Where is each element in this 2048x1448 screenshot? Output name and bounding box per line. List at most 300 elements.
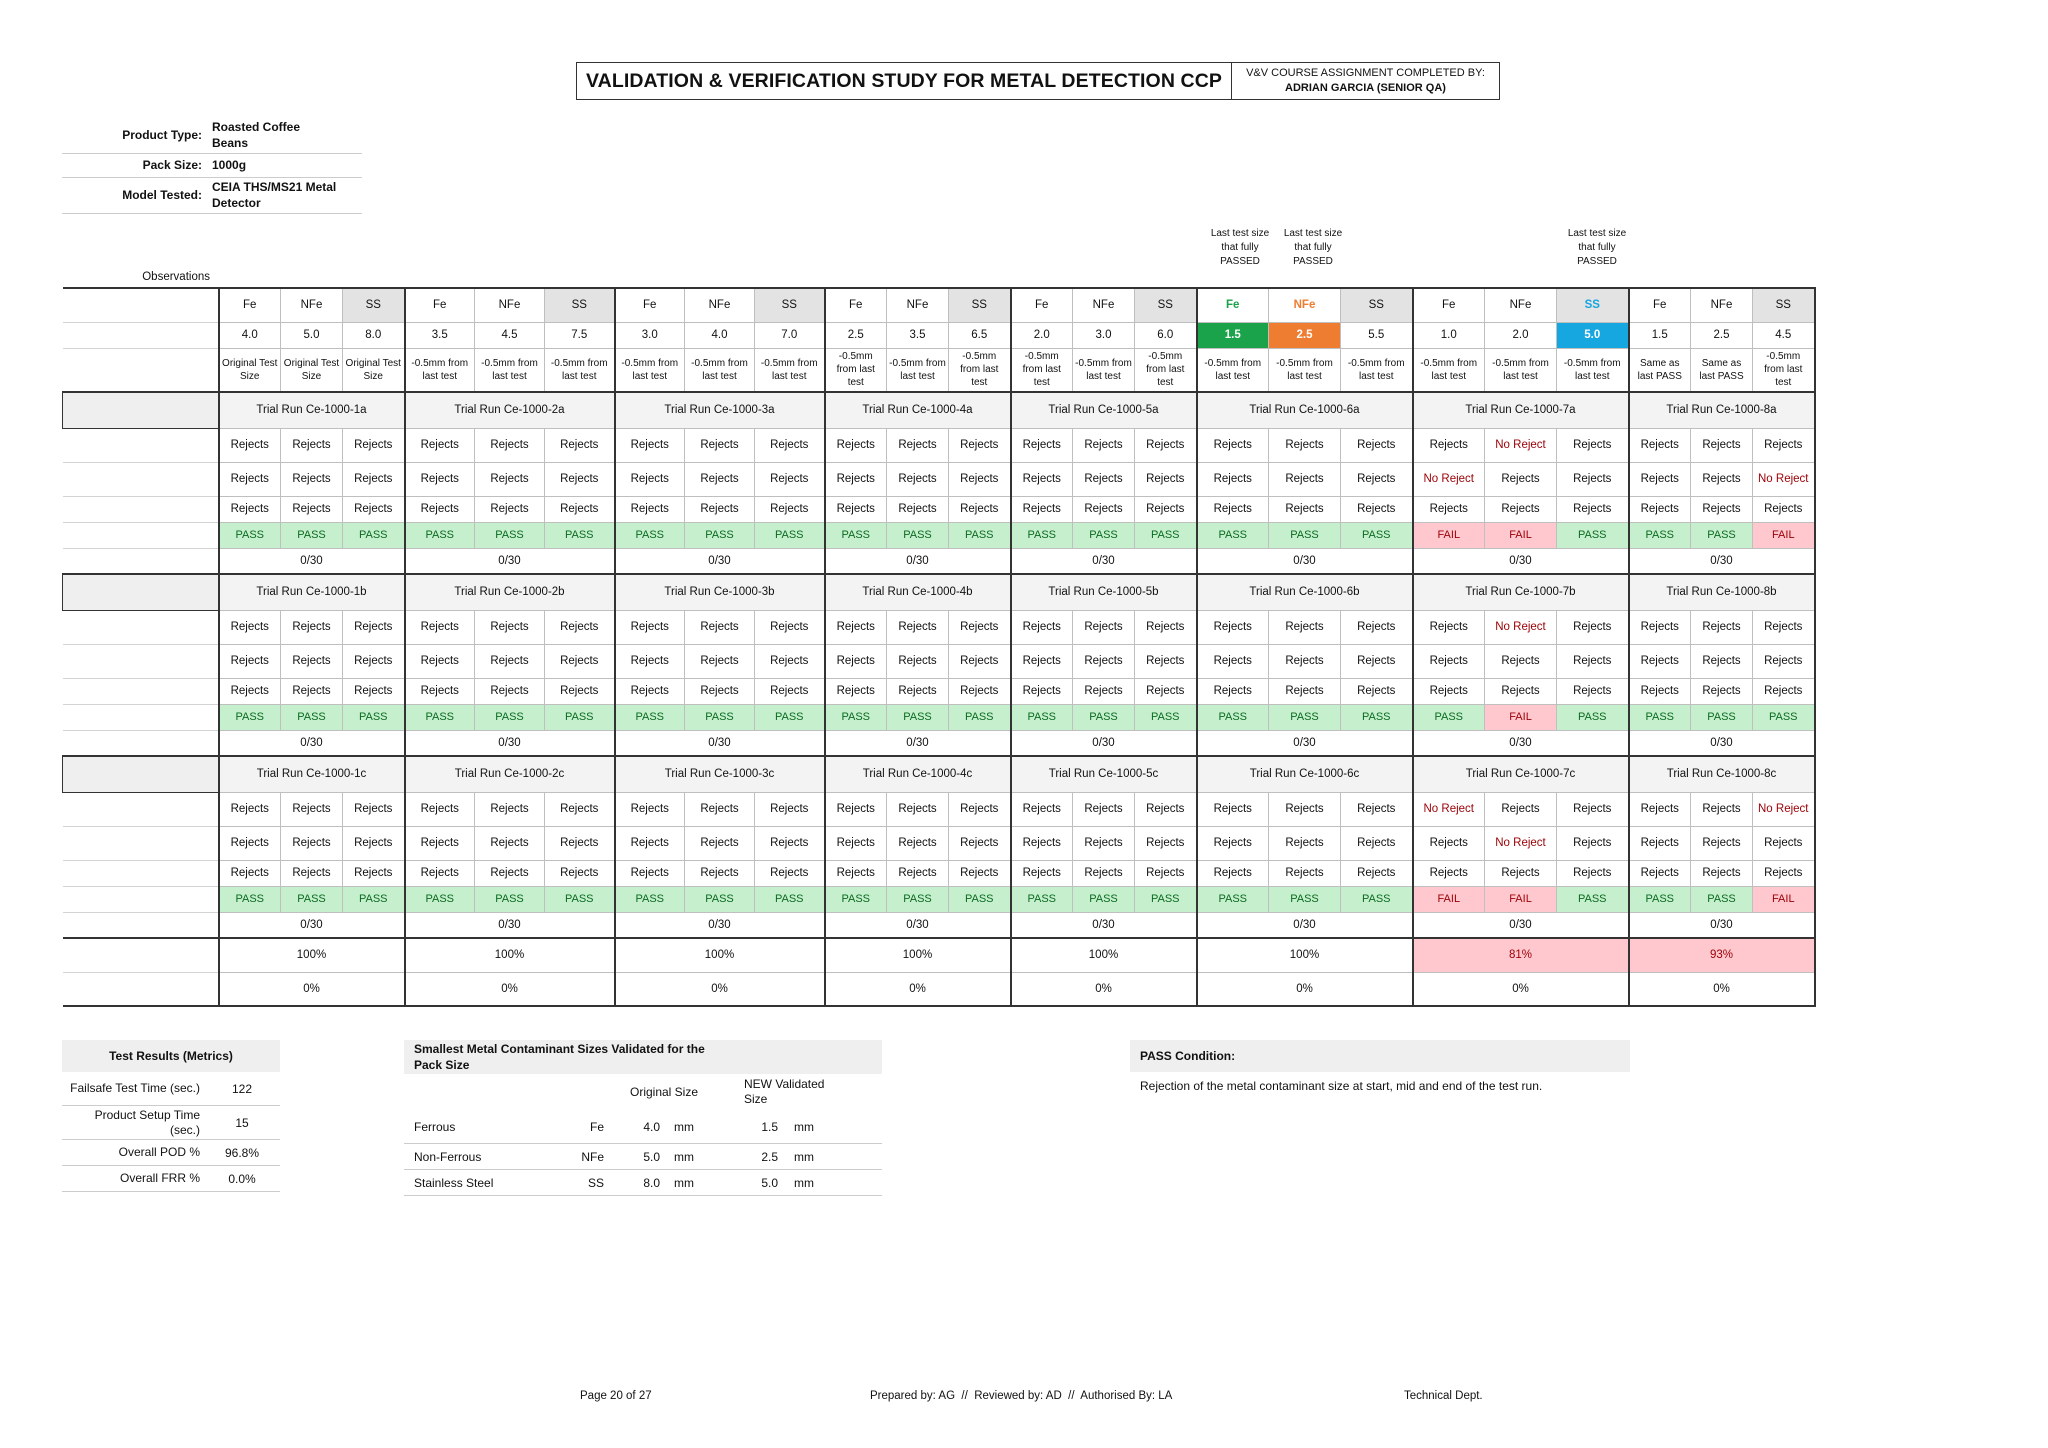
validation-sequence-cell: -0.5mm from last test <box>685 348 755 392</box>
row-label-overall <box>63 704 219 730</box>
contaminant-code: SS <box>587 1175 604 1190</box>
test-result-cell: Rejects <box>1691 826 1753 860</box>
model-row <box>62 177 362 214</box>
contaminant-size-cell: 1.0 <box>1413 322 1485 348</box>
trial-run-name: Trial Run Ce-1000-4c <box>825 756 1011 792</box>
test-result-cell: Rejects <box>949 610 1011 644</box>
signoff-line: Prepared by: AG // Reviewed by: AD // Authorised By: LA <box>870 1390 1173 1402</box>
test-result-cell: Rejects <box>1269 826 1341 860</box>
trial-run-name: Trial Run Ce-1000-6a <box>1197 392 1413 428</box>
metric-row <box>62 1166 280 1192</box>
row-label-type <box>63 288 219 322</box>
test-result-cell: No Reject <box>1753 792 1815 826</box>
test-result-cell: Rejects <box>1073 826 1135 860</box>
contaminant-size-cell: 3.0 <box>1073 322 1135 348</box>
test-result-cell: Rejects <box>1629 792 1691 826</box>
contaminant-type-cell: SS <box>1557 288 1629 322</box>
overall-result-cell: PASS <box>1629 522 1691 548</box>
test-result-cell: Rejects <box>1341 428 1413 462</box>
contaminant-type-cell: Fe <box>1011 288 1073 322</box>
title-box <box>576 62 1500 100</box>
test-result-cell: Rejects <box>685 792 755 826</box>
test-result-cell: Rejects <box>1135 610 1197 644</box>
test-result-cell: Rejects <box>1557 462 1629 496</box>
contaminant-type-cell: NFe <box>1269 288 1341 322</box>
trial-run-name: Trial Run Ce-1000-1c <box>219 756 405 792</box>
smallest-sizes-colheads <box>404 1074 882 1110</box>
overall-result-cell: PASS <box>1011 704 1073 730</box>
test-result-cell: Rejects <box>755 428 825 462</box>
overall-result-cell: PASS <box>545 704 615 730</box>
test-result-cell: Rejects <box>545 644 615 678</box>
test-result-cell: Rejects <box>1269 644 1341 678</box>
test-result-cell: Rejects <box>1753 644 1815 678</box>
test-result-cell: Rejects <box>343 678 405 704</box>
test-result-cell: Rejects <box>887 678 949 704</box>
overall-result-cell: PASS <box>1557 522 1629 548</box>
pod-percent-cell: 81% <box>1413 938 1629 972</box>
false-rejects-cell: 0/30 <box>825 548 1011 574</box>
contaminant-size-cell: 8.0 <box>343 322 405 348</box>
test-result-cell: Rejects <box>1073 610 1135 644</box>
overall-result-cell: PASS <box>887 704 949 730</box>
overall-result-cell: PASS <box>219 704 281 730</box>
false-rejects-cell: 0/30 <box>825 912 1011 938</box>
test-result-cell: Rejects <box>755 462 825 496</box>
overall-result-cell: PASS <box>1753 704 1815 730</box>
row-label-frr <box>63 972 219 1006</box>
row-label-overall <box>63 522 219 548</box>
test-result-cell: Rejects <box>1691 428 1753 462</box>
test-result-cell: Rejects <box>281 860 343 886</box>
test-result-cell: Rejects <box>1557 678 1629 704</box>
test-result-cell: Rejects <box>1341 826 1413 860</box>
overall-result-cell: PASS <box>825 886 887 912</box>
test-result-cell: Rejects <box>685 644 755 678</box>
test-result-cell: Rejects <box>343 792 405 826</box>
test-result-cell: Rejects <box>615 610 685 644</box>
test-result-cell: Rejects <box>475 428 545 462</box>
test-result-cell: Rejects <box>1485 860 1557 886</box>
validation-sequence-cell: -0.5mm from last test <box>1485 348 1557 392</box>
overall-result-cell: PASS <box>281 522 343 548</box>
test-result-cell: Rejects <box>405 644 475 678</box>
test-result-cell: Rejects <box>1011 462 1073 496</box>
pass-condition-header: PASS Condition: <box>1130 1040 1630 1072</box>
test-result-cell: No Reject <box>1485 826 1557 860</box>
contaminant-size-cell: 4.5 <box>475 322 545 348</box>
test-result-cell: Rejects <box>405 610 475 644</box>
row-label-run3 <box>63 756 219 792</box>
contaminant-size-cell: 4.0 <box>685 322 755 348</box>
test-result-cell: Rejects <box>343 496 405 522</box>
test-result-cell: Rejects <box>545 792 615 826</box>
test-result-cell: Rejects <box>887 860 949 886</box>
overall-result-cell: PASS <box>405 522 475 548</box>
overall-result-cell: PASS <box>949 522 1011 548</box>
test-result-cell: Rejects <box>1341 644 1413 678</box>
overall-result-cell: PASS <box>405 704 475 730</box>
false-rejects-cell: 0/30 <box>1413 730 1629 756</box>
contaminant-name: Ferrous <box>414 1119 456 1134</box>
test-result-cell: Rejects <box>1073 678 1135 704</box>
test-result-cell: Rejects <box>1011 860 1073 886</box>
test-result-cell: Rejects <box>1197 792 1269 826</box>
test-result-cell: Rejects <box>1341 678 1413 704</box>
overall-result-cell: FAIL <box>1485 522 1557 548</box>
test-result-cell: Rejects <box>825 826 887 860</box>
test-result-cell: Rejects <box>685 428 755 462</box>
test-result-cell: Rejects <box>475 792 545 826</box>
validation-sequence-cell: -0.5mm from last test <box>1341 348 1413 392</box>
pod-percent-cell: 100% <box>219 938 405 972</box>
overall-result-cell: PASS <box>755 886 825 912</box>
test-result-cell: Rejects <box>685 610 755 644</box>
false-rejects-cell: 0/30 <box>615 912 825 938</box>
test-result-cell: Rejects <box>1691 644 1753 678</box>
trial-run-name: Trial Run Ce-1000-3a <box>615 392 825 428</box>
false-rejects-cell: 0/30 <box>1197 548 1413 574</box>
test-result-cell: Rejects <box>615 792 685 826</box>
test-result-cell: Rejects <box>949 462 1011 496</box>
overall-result-cell: PASS <box>1341 704 1413 730</box>
last-passed-note-fe: Last test size that fully PASSED <box>1210 228 1270 267</box>
last-passed-note-ss: Last test size that fully PASSED <box>1567 228 1627 267</box>
test-result-cell: Rejects <box>1413 826 1485 860</box>
validation-sequence-cell: -0.5mm from last test <box>1557 348 1629 392</box>
test-result-cell: Rejects <box>1485 496 1557 522</box>
validation-sequence-cell: -0.5mm from last test <box>1011 348 1073 392</box>
frr-percent-cell: 0% <box>825 972 1011 1006</box>
new-size-value: 5.0 <box>761 1175 778 1190</box>
observations-label: Observations <box>142 271 210 283</box>
test-result-cell: Rejects <box>545 678 615 704</box>
overall-result-cell: PASS <box>685 886 755 912</box>
test-result-cell: Rejects <box>1691 860 1753 886</box>
test-result-cell: Rejects <box>1413 428 1485 462</box>
test-result-cell: Rejects <box>1691 792 1753 826</box>
new-size-value: 1.5 <box>761 1119 778 1134</box>
test-result-cell: Rejects <box>887 428 949 462</box>
contaminant-type-cell: SS <box>949 288 1011 322</box>
test-result-cell: Rejects <box>949 428 1011 462</box>
test-result-cell: Rejects <box>1557 860 1629 886</box>
overall-result-cell: PASS <box>1135 522 1197 548</box>
test-result-cell: Rejects <box>1135 644 1197 678</box>
trial-run-name: Trial Run Ce-1000-5a <box>1011 392 1197 428</box>
test-result-cell: Rejects <box>1341 462 1413 496</box>
test-result-cell: Rejects <box>1413 644 1485 678</box>
row-label-end <box>63 860 219 886</box>
test-result-cell: Rejects <box>545 428 615 462</box>
row-label-start <box>63 792 219 826</box>
trial-run-name: Trial Run Ce-1000-3b <box>615 574 825 610</box>
row-label-start <box>63 610 219 644</box>
contaminant-size-cell: 2.5 <box>825 322 887 348</box>
contaminant-type-cell: NFe <box>887 288 949 322</box>
metric-row <box>62 1140 280 1166</box>
validation-sequence-cell: -0.5mm from last test <box>475 348 545 392</box>
overall-result-cell: PASS <box>219 886 281 912</box>
test-result-cell: Rejects <box>1011 496 1073 522</box>
test-result-cell: Rejects <box>825 610 887 644</box>
test-result-cell: Rejects <box>755 678 825 704</box>
test-result-cell: Rejects <box>219 496 281 522</box>
false-rejects-cell: 0/30 <box>615 548 825 574</box>
trial-run-name: Trial Run Ce-1000-4a <box>825 392 1011 428</box>
validation-sequence-cell: -0.5mm from last test <box>1197 348 1269 392</box>
overall-result-cell: PASS <box>887 886 949 912</box>
overall-result-cell: PASS <box>1011 522 1073 548</box>
false-rejects-cell: 0/30 <box>219 730 405 756</box>
overall-result-cell: FAIL <box>1485 886 1557 912</box>
test-result-cell: Rejects <box>1753 860 1815 886</box>
overall-result-cell: PASS <box>949 704 1011 730</box>
test-result-cell: Rejects <box>475 826 545 860</box>
test-result-cell: Rejects <box>685 462 755 496</box>
pass-condition-box <box>1130 1040 1630 1100</box>
trial-run-name: Trial Run Ce-1000-8c <box>1629 756 1815 792</box>
test-result-cell: Rejects <box>1557 644 1629 678</box>
row-label-run1 <box>63 392 219 428</box>
frr-percent-cell: 0% <box>615 972 825 1006</box>
false-rejects-cell: 0/30 <box>615 730 825 756</box>
document-title: VALIDATION & VERIFICATION STUDY FOR METAL DETECTION CCP <box>577 63 1232 99</box>
overall-result-cell: PASS <box>1629 704 1691 730</box>
test-result-cell: Rejects <box>1557 496 1629 522</box>
overall-result-cell: PASS <box>1011 886 1073 912</box>
pod-percent-cell: 100% <box>825 938 1011 972</box>
false-rejects-cell: 0/30 <box>1011 548 1197 574</box>
test-result-cell: Rejects <box>1753 678 1815 704</box>
author-caption: V&V COURSE ASSIGNMENT COMPLETED BY: <box>1246 67 1485 79</box>
test-result-cell: Rejects <box>949 644 1011 678</box>
new-size-colhead: NEW Validated Size <box>744 1077 825 1106</box>
validation-sequence-cell: -0.5mm from last test <box>545 348 615 392</box>
contaminant-size-cell: 2.5 <box>1691 322 1753 348</box>
trial-run-name: Trial Run Ce-1000-5b <box>1011 574 1197 610</box>
test-result-cell: Rejects <box>887 792 949 826</box>
test-result-cell: No Reject <box>1485 428 1557 462</box>
test-result-cell: Rejects <box>1341 792 1413 826</box>
test-result-cell: Rejects <box>1011 428 1073 462</box>
test-result-cell: Rejects <box>825 462 887 496</box>
pod-percent-cell: 100% <box>1197 938 1413 972</box>
contaminant-name: Non-Ferrous <box>414 1149 482 1164</box>
trial-run-name: Trial Run Ce-1000-2a <box>405 392 615 428</box>
validation-sequence-cell: Same as last PASS <box>1691 348 1753 392</box>
test-result-cell: Rejects <box>1197 610 1269 644</box>
overall-result-cell: PASS <box>343 522 405 548</box>
validation-sequence-cell: -0.5mm from last test <box>755 348 825 392</box>
validation-sequence-cell: -0.5mm from last test <box>825 348 887 392</box>
metric-label: Product Setup Time (sec.) <box>94 1107 200 1137</box>
contaminant-size-cell: 6.0 <box>1135 322 1197 348</box>
test-result-cell: Rejects <box>685 826 755 860</box>
contaminant-code: NFe <box>581 1149 604 1164</box>
test-result-cell: Rejects <box>1341 860 1413 886</box>
test-result-cell: Rejects <box>281 462 343 496</box>
test-result-cell: Rejects <box>825 792 887 826</box>
overall-result-cell: PASS <box>825 704 887 730</box>
validation-sequence-cell: Original Test Size <box>343 348 405 392</box>
pack-size-value: 1000g <box>212 158 247 172</box>
test-result-cell: Rejects <box>475 610 545 644</box>
test-result-cell: Rejects <box>825 860 887 886</box>
test-result-cell: Rejects <box>949 678 1011 704</box>
metric-value: 15 <box>235 1115 249 1130</box>
test-result-cell: Rejects <box>1557 610 1629 644</box>
test-result-cell: No Reject <box>1413 462 1485 496</box>
row-label-sequence <box>63 348 219 392</box>
test-result-cell: Rejects <box>343 644 405 678</box>
overall-result-cell: PASS <box>1269 704 1341 730</box>
original-size-value: 4.0 <box>643 1119 660 1134</box>
overall-result-cell: PASS <box>1073 704 1135 730</box>
product-type-row <box>62 116 362 154</box>
test-result-cell: Rejects <box>1629 678 1691 704</box>
test-result-cell: Rejects <box>281 610 343 644</box>
test-result-cell: Rejects <box>755 610 825 644</box>
overall-result-cell: PASS <box>1073 886 1135 912</box>
overall-result-cell: PASS <box>1691 704 1753 730</box>
new-size-unit: mm <box>794 1175 814 1190</box>
contaminant-size-cell: 5.5 <box>1341 322 1413 348</box>
test-result-cell: Rejects <box>1197 826 1269 860</box>
test-result-cell: Rejects <box>1011 644 1073 678</box>
test-result-cell: Rejects <box>1073 496 1135 522</box>
test-result-cell: Rejects <box>1341 610 1413 644</box>
overall-result-cell: PASS <box>1691 522 1753 548</box>
test-result-cell: Rejects <box>685 678 755 704</box>
test-result-cell: Rejects <box>1269 860 1341 886</box>
test-result-cell: Rejects <box>475 860 545 886</box>
overall-result-cell: PASS <box>685 522 755 548</box>
test-result-cell: Rejects <box>615 496 685 522</box>
original-size-colhead: Original Size <box>629 1085 699 1099</box>
pack-size-label: Pack Size: <box>142 158 202 172</box>
contaminant-size-cell: 7.0 <box>755 322 825 348</box>
metric-value: 0.0% <box>228 1171 256 1186</box>
row-label-pod <box>63 938 219 972</box>
test-result-cell: Rejects <box>1413 610 1485 644</box>
test-result-cell: Rejects <box>281 678 343 704</box>
test-result-cell: No Reject <box>1413 792 1485 826</box>
contaminant-type-cell: SS <box>343 288 405 322</box>
test-result-cell: Rejects <box>219 860 281 886</box>
test-result-cell: Rejects <box>405 826 475 860</box>
test-result-cell: Rejects <box>615 826 685 860</box>
test-result-cell: Rejects <box>475 678 545 704</box>
test-result-cell: Rejects <box>281 496 343 522</box>
trial-run-name: Trial Run Ce-1000-4b <box>825 574 1011 610</box>
trial-run-name: Trial Run Ce-1000-6b <box>1197 574 1413 610</box>
department: Technical Dept. <box>1404 1390 1483 1402</box>
test-result-cell: Rejects <box>545 462 615 496</box>
false-rejects-cell: 0/30 <box>825 730 1011 756</box>
new-size-unit: mm <box>794 1149 814 1164</box>
test-result-cell: Rejects <box>1629 860 1691 886</box>
contaminant-size-cell: 6.5 <box>949 322 1011 348</box>
false-rejects-cell: 0/30 <box>1011 912 1197 938</box>
validation-sequence-cell: -0.5mm from last test <box>1753 348 1815 392</box>
metric-label: Overall FRR % <box>119 1171 200 1185</box>
metrics-table <box>62 1040 280 1192</box>
test-result-cell: Rejects <box>1557 826 1629 860</box>
contaminant-size-cell: 5.0 <box>1557 322 1629 348</box>
trial-run-name: Trial Run Ce-1000-1a <box>219 392 405 428</box>
test-result-cell: Rejects <box>1073 428 1135 462</box>
overall-result-cell: FAIL <box>1753 522 1815 548</box>
validation-sequence-cell: -0.5mm from last test <box>887 348 949 392</box>
false-rejects-cell: 0/30 <box>1629 548 1815 574</box>
metric-value: 122 <box>231 1081 253 1096</box>
row-label-mid <box>63 462 219 496</box>
test-result-cell: Rejects <box>1629 826 1691 860</box>
overall-result-cell: PASS <box>475 704 545 730</box>
test-result-cell: Rejects <box>1485 678 1557 704</box>
test-result-cell: Rejects <box>475 644 545 678</box>
contaminant-type-cell: NFe <box>1073 288 1135 322</box>
frr-percent-cell: 0% <box>1011 972 1197 1006</box>
trial-run-name: Trial Run Ce-1000-7c <box>1413 756 1629 792</box>
validation-sequence-cell: -0.5mm from last test <box>405 348 475 392</box>
validation-sequence-cell: Same as last PASS <box>1629 348 1691 392</box>
test-result-cell: Rejects <box>1197 644 1269 678</box>
metrics-header: Test Results (Metrics) <box>62 1040 280 1072</box>
test-result-cell: Rejects <box>1269 792 1341 826</box>
test-result-cell: Rejects <box>475 462 545 496</box>
test-result-cell: Rejects <box>281 428 343 462</box>
test-result-cell: Rejects <box>1073 792 1135 826</box>
test-result-cell: Rejects <box>545 860 615 886</box>
overall-result-cell: PASS <box>755 522 825 548</box>
row-label-false-rejects <box>63 730 219 756</box>
product-type-label: Product Type: <box>122 127 202 142</box>
trial-run-name: Trial Run Ce-1000-7a <box>1413 392 1629 428</box>
row-label-size <box>63 322 219 348</box>
test-result-cell: Rejects <box>949 860 1011 886</box>
last-passed-note-nfe: Last test size that fully PASSED <box>1283 228 1343 267</box>
test-result-cell: Rejects <box>1413 496 1485 522</box>
pod-percent-cell: 100% <box>615 938 825 972</box>
original-size-unit: mm <box>674 1175 694 1190</box>
test-result-cell: Rejects <box>1557 428 1629 462</box>
validation-sequence-cell: -0.5mm from last test <box>949 348 1011 392</box>
test-result-cell: Rejects <box>1753 610 1815 644</box>
pod-percent-cell: 100% <box>1011 938 1197 972</box>
contaminant-type-cell: NFe <box>1691 288 1753 322</box>
overall-result-cell: PASS <box>1341 522 1413 548</box>
frr-percent-cell: 0% <box>1629 972 1815 1006</box>
overall-result-cell: PASS <box>475 522 545 548</box>
false-rejects-cell: 0/30 <box>1413 548 1629 574</box>
original-size-value: 5.0 <box>643 1149 660 1164</box>
contaminant-size-cell: 2.0 <box>1011 322 1073 348</box>
test-result-cell: Rejects <box>219 826 281 860</box>
test-result-cell: Rejects <box>949 496 1011 522</box>
overall-result-cell: PASS <box>343 704 405 730</box>
test-result-cell: Rejects <box>1413 678 1485 704</box>
test-result-cell: Rejects <box>1753 428 1815 462</box>
test-result-cell: Rejects <box>219 428 281 462</box>
pack-size-row <box>62 153 362 178</box>
false-rejects-cell: 0/30 <box>1629 912 1815 938</box>
test-result-cell: Rejects <box>1135 792 1197 826</box>
test-result-cell: Rejects <box>1135 678 1197 704</box>
test-result-cell: Rejects <box>1341 496 1413 522</box>
pod-percent-cell: 100% <box>405 938 615 972</box>
